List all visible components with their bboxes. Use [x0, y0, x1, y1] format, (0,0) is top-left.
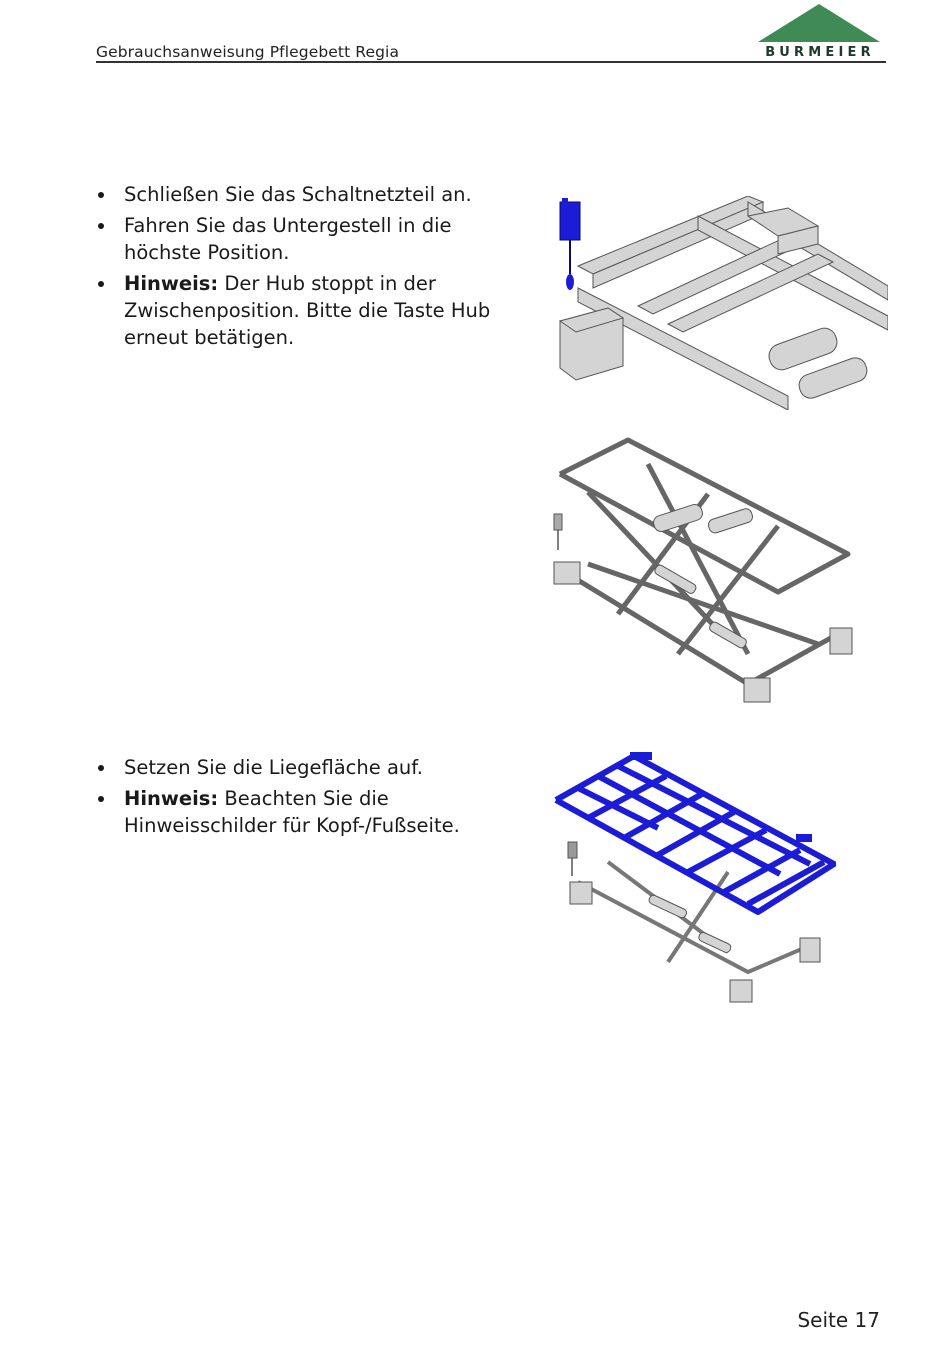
- instruction-list-1: [96, 181, 516, 355]
- lying-surface-frame: [556, 756, 834, 912]
- list-item: Schließen Sie das Schaltnetzteil an.: [96, 181, 516, 208]
- power-supply-unit: [560, 198, 580, 290]
- figure-lying-surface: [548, 752, 836, 1006]
- hint-label: Hinweis:: [124, 272, 219, 295]
- logo-text: BURMEIER: [765, 45, 875, 60]
- instruction-list-2: [96, 754, 516, 843]
- hint-label: Hinweis:: [124, 787, 219, 810]
- logo-roof-icon: [752, 2, 886, 44]
- burmeier-logo: [752, 2, 886, 62]
- figure-power-supply-closeup: [548, 196, 888, 410]
- figure-undercarriage: [548, 434, 858, 706]
- list-item: Setzen Sie die Liegefläche auf.: [96, 754, 516, 781]
- list-item: Hinweis: Beachten Sie die Hinweisschilder für Kopf-/Fußseite.: [96, 785, 516, 839]
- list-item: Fahren Sie das Untergestell in die höchste Position.: [96, 212, 516, 266]
- header-title: Gebrauchsanweisung Pflegebett Regia: [96, 43, 400, 61]
- page-number: Seite 17: [797, 1308, 880, 1332]
- list-item: Hinweis: Der Hub stoppt in der Zwischenposition. Bitte die Taste Hub erneut betätigen.: [96, 270, 516, 351]
